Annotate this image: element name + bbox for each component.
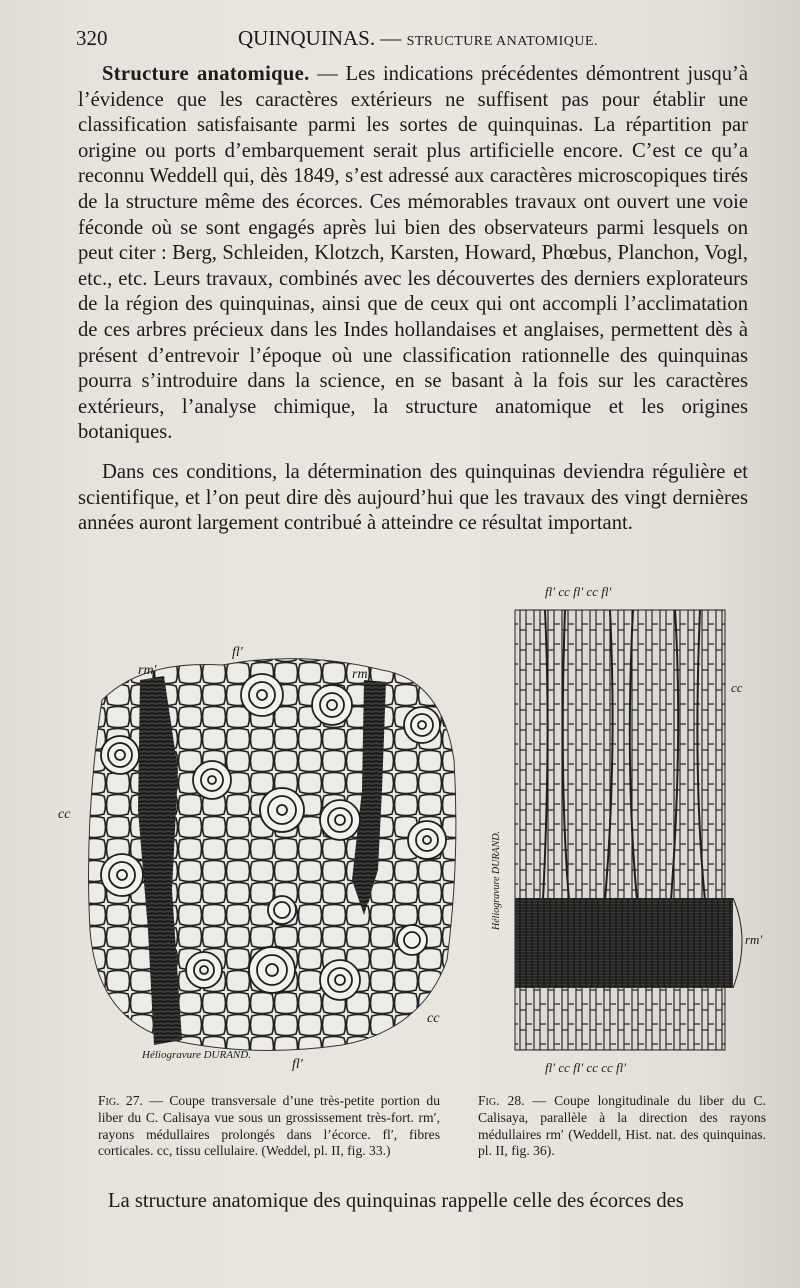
paragraph-structure-anatomique xyxy=(78,62,748,446)
fig28-label-cc-right: cc xyxy=(731,680,743,695)
fig27-label-cc-left: cc xyxy=(58,807,71,822)
fig27-label-rm-right: rm′ xyxy=(352,667,371,682)
paragraph-conditions xyxy=(78,460,748,537)
fig28-caption-label: Fig. 28. xyxy=(478,1093,525,1108)
fig27-label-cc-right: cc xyxy=(427,1011,440,1026)
fig28-caption-text: — Coupe longitudinale du liber du C. Calisaya, parallèle à la direction des rayons médullaires rm′ (Weddell, Hist. nat. des quinquinas. pl. II, fig. 36). xyxy=(478,1093,766,1159)
fig27-engraver-credit: Héliogravure DURAND. xyxy=(142,1049,251,1061)
figure-27-engraving xyxy=(58,640,462,1072)
title-separator: — xyxy=(380,26,402,50)
page-number: 320 xyxy=(76,26,108,50)
fig27-label-rm-left: rm′ xyxy=(138,663,157,678)
fig27-label-fl-bottom: fl′ xyxy=(292,1057,303,1072)
figure-28-caption xyxy=(478,1093,766,1160)
section-title: STRUCTURE ANATOMIQUE. xyxy=(406,34,599,49)
running-title xyxy=(238,26,598,51)
fig28-engraver-credit: Héliogravure DURAND. xyxy=(491,830,502,930)
paragraph-lead: Structure anatomique. xyxy=(102,63,310,85)
figure-27-caption xyxy=(98,1093,440,1160)
fig27-caption-text: — Coupe transversale d’une très-petite portion du liber du C. Calisaya vue sous un grossissement très-fort. rm′, rayons médullaires prolongés dans l’écorce. fl′, fibres corticales. cc, tissu cellulaire. (Weddel, pl. II, fig. 33.) xyxy=(98,1093,440,1159)
paragraph-2-text: Dans ces conditions, la détermination des quinquinas deviendra régulière et scientifique, et l’on peut dire dès aujourd’hui que les travaux des vingt dernières années auront largement contribué à atteindre ce résultat important. xyxy=(78,461,748,535)
fig27-caption-label: Fig. 27. xyxy=(98,1093,143,1108)
fig28-label-bottom: fl′ cc fl′ cc cc fl′ xyxy=(545,1060,627,1075)
bottom-line: La structure anatomique des quinquinas rappelle celle des écorces des xyxy=(108,1190,684,1212)
fig27-label-fl-top: fl′ xyxy=(232,645,243,660)
book-title: QUINQUINAS. xyxy=(238,26,376,50)
paragraph-1-text: — Les indications précédentes démontrent jusqu’à l’évidence que les caractères extérieurs ne suffisent pas pour établir une classification satisfaisante parmi les sortes de quinquinas. La répartition par origine ou ports d’embarquement serait plus artificielle encore. C’est ce qu’a reconnu Weddell qui, dès 1849, s’est adressé aux caractères microscopiques tirés de la structure même des écorces. Ces mémorables travaux ont ouvert une voie féconde où se sont engagés après lui bien des observateurs parmi lesquels on peut citer : Berg, Schleiden, Klotzch, Karsten, Howard, Phœbus, Planchon, Vogl, etc., etc. Leurs travaux, combinés avec les découvertes des derniers explorateurs de la région des quinquinas, ainsi que de ceux qui ont accompli l’acclimatation de ces arbres précieux dans les Indes hollandaises et anglaises, permettent dès à présent d’entrevoir l’époque où une classification rationnelle des quinquinas pourra s’introduire dans la science, en se basant à la fois sur les caractères extérieurs, l’analyse chimique, la structure anatomique et les origines botaniques. xyxy=(78,63,748,444)
running-header xyxy=(76,26,750,54)
fig28-label-top: fl′ cc fl′ cc fl′ xyxy=(545,584,612,599)
figure-28-engraving xyxy=(491,580,795,1080)
fig28-label-rm-right: rm′ xyxy=(745,932,763,947)
